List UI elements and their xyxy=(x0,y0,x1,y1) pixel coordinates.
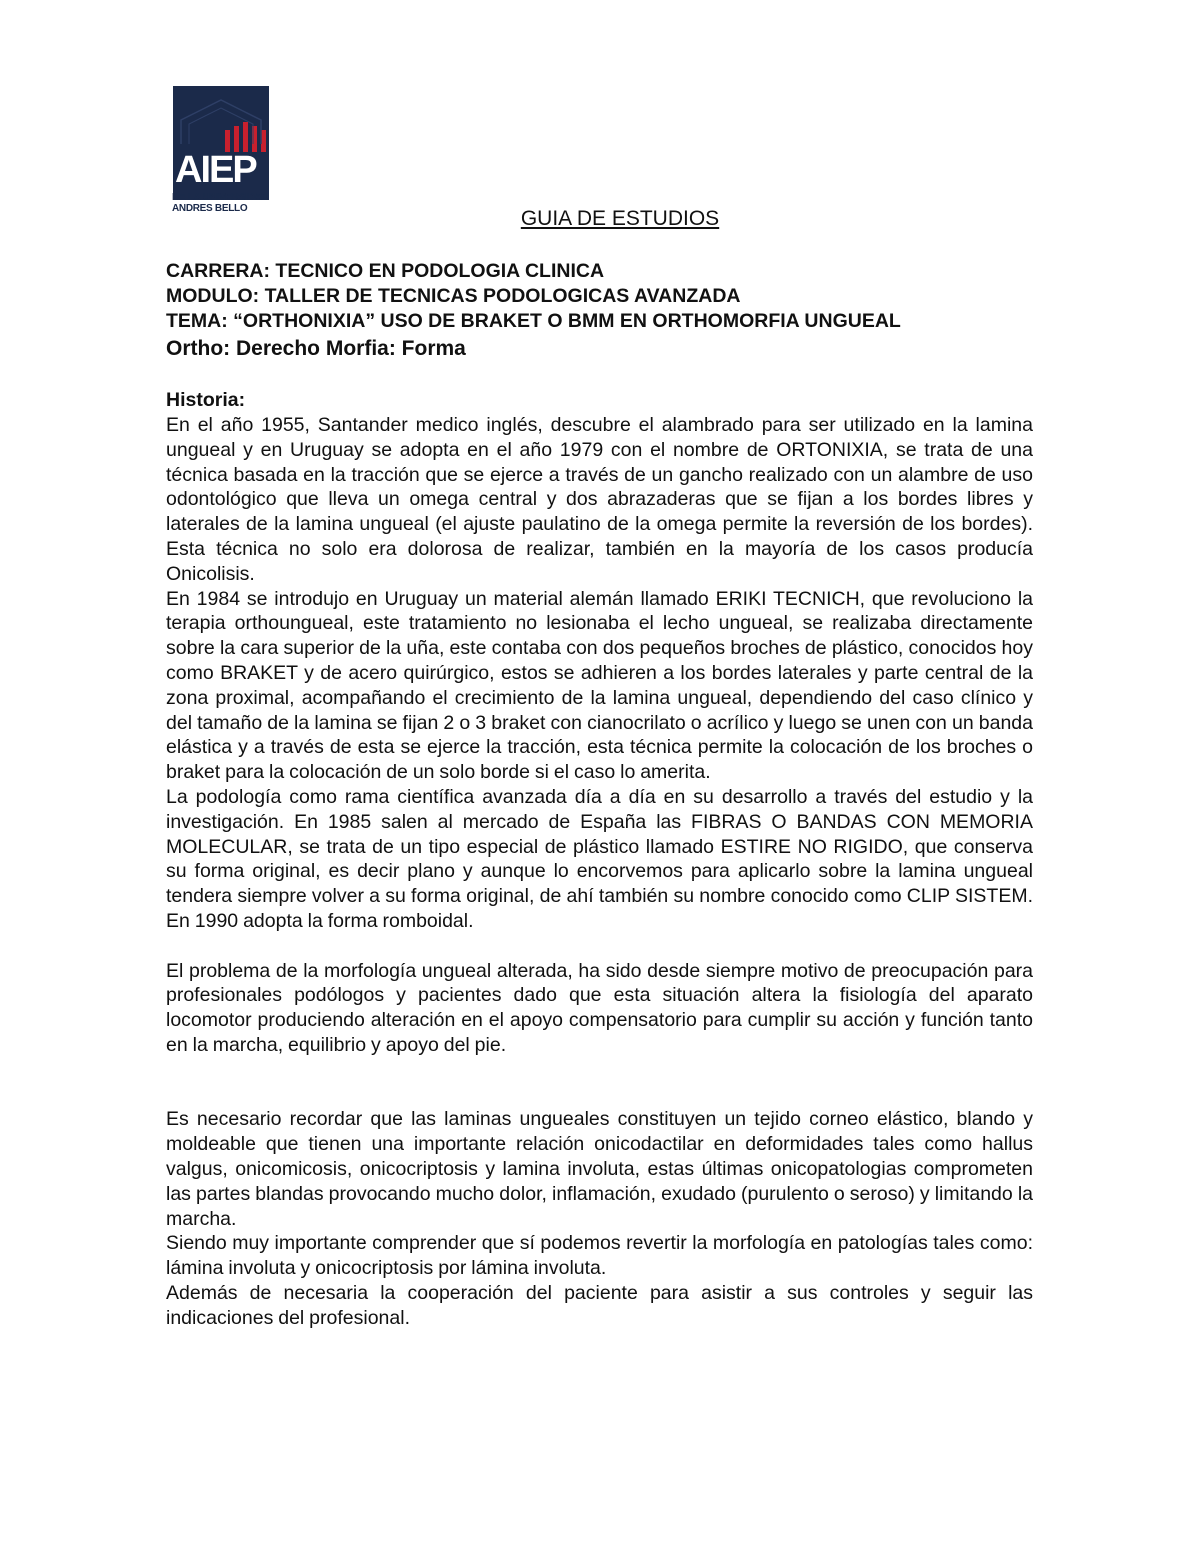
logo-brand: AIEP xyxy=(175,149,256,191)
header-block xyxy=(166,259,1036,363)
laminas-paragraph-2: Siendo muy importante comprender que sí podemos revertir la morfología en patologías tales como: lámina involuta y onicocriptosis por lámina involuta. xyxy=(166,1232,1033,1280)
modulo-line: MODULO: TALLER DE TECNICAS PODOLOGICAS AVANZADA xyxy=(166,285,741,307)
logo-subtitle-line1: DE LA UNIVERSIDAD xyxy=(172,192,269,203)
logo-subtitle-line2: ANDRES BELLO xyxy=(172,203,248,214)
document-title: GUIA DE ESTUDIOS xyxy=(520,207,720,230)
document-body xyxy=(166,388,1033,1330)
laminas-paragraph-3: Además de necesaria la cooperación del paciente para asistir a sus controles y seguir las indicaciones del profesional. xyxy=(166,1281,1033,1329)
aiep-logo xyxy=(170,86,272,218)
historia-paragraph-3: La podología como rama científica avanzada día a día en su desarrollo a través del estudio y la investigación. En 1985 salen al mercado de España las FIBRAS O BANDAS CON MEMORIA MOLECULAR, se trata de un tipo especial de plástico llamado ESTIRE NO RIGIDO, que conserva su forma original, es decir plano y aunque lo encorvemos para aplicarlo sobre la lamina ungueal tendera siempre volver a su forma original, de ahí también su nombre conocido como CLIP SISTEM. En 1990 adopta la forma romboidal. xyxy=(166,785,1033,932)
tema-line: TEMA: “ORTHONIXIA” USO DE BRAKET O BMM EN ORTHOMORFIA UNGUEAL xyxy=(166,310,901,332)
laminas-paragraph-1: Es necesario recordar que las laminas ungueales constituyen un tejido corneo elástico, blando y moldeable que tienen una importante relación onicodactilar en deformidades tales como hallus valgus, onicomicosis, onicocriptosis y lamina involuta, estas últimas onicopatologias comprometen las partes blandas provocando mucho dolor, inflamación, exudado (purulento o seroso) y limitando la marcha. xyxy=(166,1108,1033,1230)
historia-paragraph-1: En el año 1955, Santander medico inglés, descubre el alambrado para ser utilizado en la lamina ungueal y en Uruguay se adopta en el año 1979 con el nombre de ORTONIXIA, se trata de una técnica basada en la tracción que se ejerce a través de un gancho realizado con un alambre de uso odontológico que lleva un omega central y dos abrazaderas que se fijan a los bordes libres y laterales de la lamina ungueal (el ajuste paulatino de la omega permite la reversión de los bordes). Esta técnica no solo era dolorosa de realizar, también en la mayoría de los casos producía Onicolisis. xyxy=(166,414,1033,585)
logo-emblem xyxy=(173,86,269,200)
problema-paragraph: El problema de la morfología ungueal alterada, ha sido desde siempre motivo de preocupación para profesionales podólogos y pacientes dado que esta situación altera la fisiología del aparato locomotor produciendo alteración en el apoyo compensatorio para cumplir su acción y función tanto en la marcha, equilibrio y apoyo del pie. xyxy=(166,959,1033,1056)
building-outline-icon xyxy=(173,86,269,146)
historia-paragraph-2: En 1984 se introdujo en Uruguay un material alemán llamado ERIKI TECNICH, que revoluciono la terapia orthoungueal, este tratamiento no lesionaba el lecho ungueal, se realizaba directamente sobre la cara superior de la uña, este contaba con dos pequeños broches de plástico, conocidos hoy como BRAKET y de acero quirúrgico, estos se adhieren a los bordes laterales y parte central de la zona proximal, acompañando el crecimiento de la lamina ungueal, dependiendo del caso clínico y del tamaño de la lamina se fijan 2 o 3 braket con cianocrilato o acrílico y luego se unen con un banda elástica y a través de esta se ejerce la tracción, esta técnica permite la colocación de los broches o braket para la colocación de un solo borde si el caso lo amerita. xyxy=(166,587,1033,784)
ortho-line: Ortho: Derecho Morfia: Forma xyxy=(166,337,466,360)
spacer xyxy=(166,934,1033,959)
carrera-line: CARRERA: TECNICO EN PODOLOGIA CLINICA xyxy=(166,260,605,282)
historia-heading: Historia: xyxy=(166,389,246,411)
spacer xyxy=(166,1058,1033,1108)
